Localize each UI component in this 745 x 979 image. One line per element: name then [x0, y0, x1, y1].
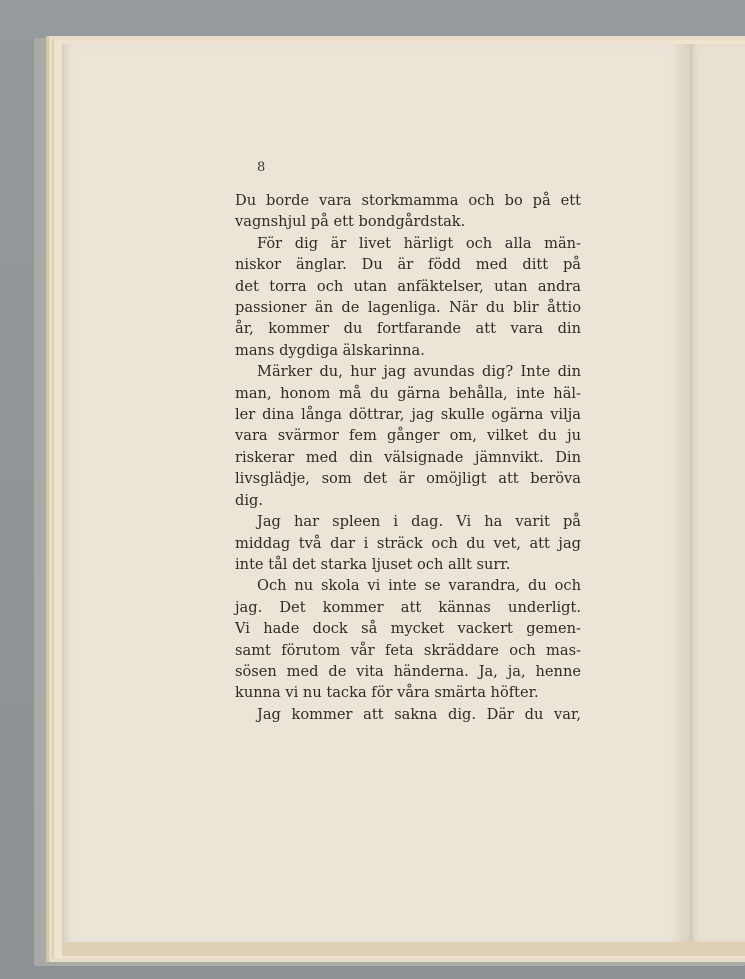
text-line: vagnshjul på ett bondgårdstak. — [235, 213, 466, 231]
text-line: samt förutom vår feta skräddare och mas- — [235, 641, 581, 659]
text-line: dig. — [235, 491, 263, 509]
text-line: Du borde vara storkmamma och bo på ett — [235, 192, 581, 209]
next-page-edge — [690, 44, 745, 942]
text-line: passioner än de lagenliga. När du blir åttio — [235, 299, 581, 317]
text-line: jag. Det kommer att kännas underligt. — [235, 598, 581, 616]
text-line: inte tål det starka ljuset och allt surr. — [235, 555, 511, 573]
text-line: sösen med de vita händerna. Ja, ja, henne — [235, 662, 581, 680]
text-line: riskerar med din välsignade jämnvikt. Din — [235, 448, 581, 466]
text-line: livsglädje, som det är omöjligt att beröva — [235, 470, 581, 488]
page-text — [235, 190, 581, 725]
text-line: För dig är livet härligt och alla män- — [257, 234, 581, 252]
text-line: kunna vi nu tacka för våra smärta höfter. — [235, 684, 539, 702]
page-number: 8 — [257, 160, 266, 175]
text-line: Jag har spleen i dag. Vi ha varit på — [257, 513, 581, 531]
text-line: Märker du, hur jag avundas dig? Inte din — [257, 363, 581, 381]
text-line: år, kommer du fortfarande att vara din — [235, 320, 581, 338]
text-line: middag två dar i sträck och du vet, att jag — [235, 534, 581, 552]
text-line: vara svärmor fem gånger om, vilket du ju — [235, 427, 581, 445]
text-line: Vi hade dock så mycket vackert gemen- — [235, 620, 581, 638]
text-line: Jag kommer att sakna dig. Där du var, — [257, 705, 581, 723]
text-line: Och nu skola vi inte se varandra, du och — [257, 577, 581, 595]
text-line: man, honom må du gärna behålla, inte häl- — [235, 384, 581, 402]
text-line: mans dygdiga älskarinna. — [235, 341, 425, 359]
text-line: ler dina långa döttrar, jag skulle ogärna vilja — [235, 406, 581, 424]
page-bottom-edges — [62, 940, 745, 956]
text-line: det torra och utan anfäktelser, utan andra — [235, 277, 581, 295]
text-line: niskor änglar. Du är född med ditt på — [235, 256, 581, 274]
